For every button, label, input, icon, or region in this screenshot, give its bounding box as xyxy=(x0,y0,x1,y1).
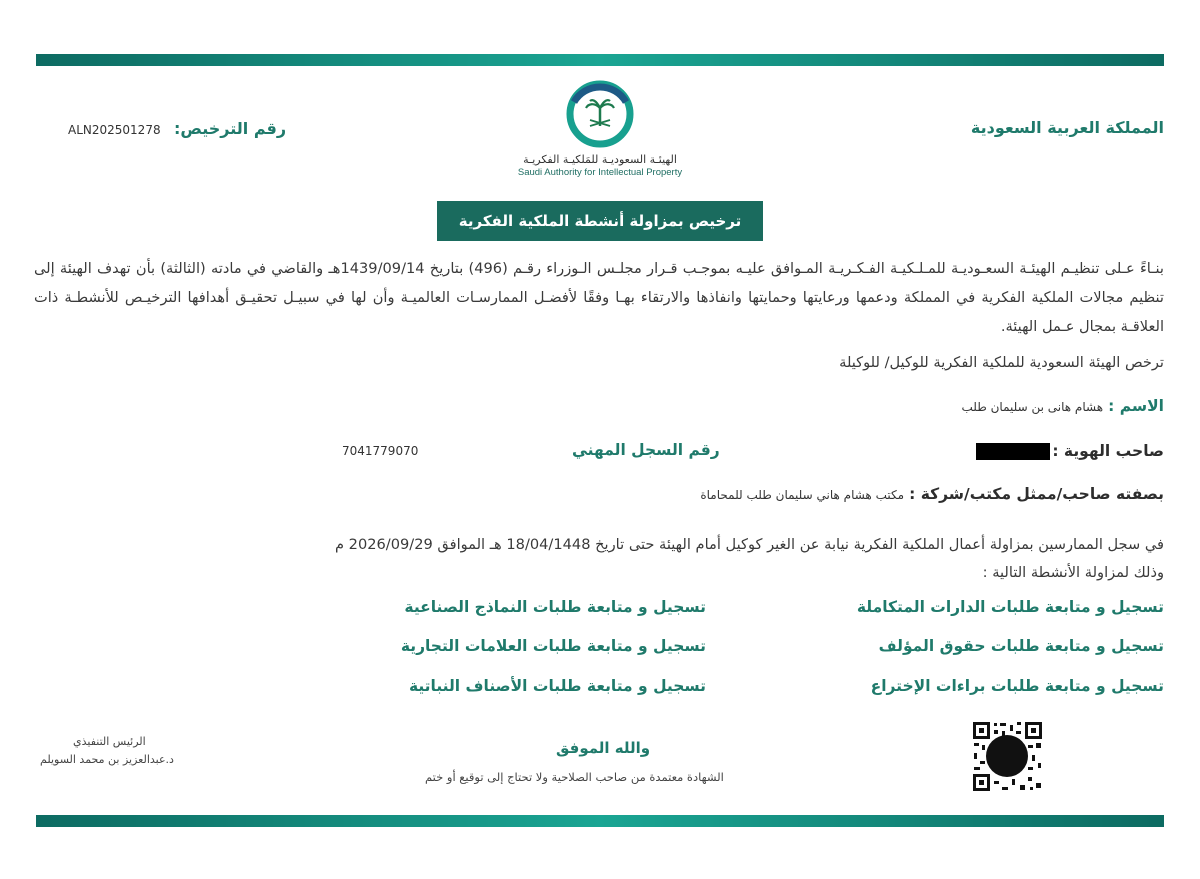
id-label: صاحب الهوية : xyxy=(1052,442,1164,460)
activities-intro: وذلك لمزاولة الأنشطة التالية : xyxy=(982,564,1164,581)
activity-item: تسجيل و متابعة طلبات العلامات التجارية xyxy=(400,637,706,655)
license-number-label: رقم الترخيص: xyxy=(174,119,287,138)
document-title: ترخيص بمزاولة أنشطة الملكية الفكرية xyxy=(437,201,763,241)
activity-item: تسجيل و متابعة طلبات الأصناف النباتية xyxy=(408,677,706,695)
qr-code-icon xyxy=(972,721,1043,792)
professional-register-value: 7041779070 xyxy=(342,444,419,458)
certificate-note: الشهادة معتمدة من صاحب الصلاحية ولا تحتاج إلى توقيع أو ختم xyxy=(425,770,724,784)
grant-statement: ترخص الهيئة السعودية للملكية الفكرية للوكيل/ للوكيلة xyxy=(839,354,1164,371)
professional-register-label: رقم السجل المهني xyxy=(572,441,720,459)
capacity-value: مكتب هشام هاني سليمان طلب للمحاماة xyxy=(700,488,905,502)
redacted-id-value xyxy=(976,443,1050,460)
closing-phrase: والله الموفق xyxy=(556,739,651,757)
org-name-arabic: الهيئـة السعوديـة للمَلكيـة الفكريـة xyxy=(523,153,677,166)
capacity-row xyxy=(700,484,1164,503)
top-decorative-bar xyxy=(36,54,1164,66)
name-value: هشام هانى بن سليمان طلب xyxy=(961,400,1104,414)
bottom-decorative-bar xyxy=(36,815,1164,827)
name-row xyxy=(962,396,1165,415)
capacity-label: بصفته صاحب/ممثل مكتب/شركة : xyxy=(909,485,1164,503)
license-number-value: ALN202501278 xyxy=(68,123,161,137)
org-name-english: Saudi Authority for Intellectual Property xyxy=(517,167,683,178)
id-row xyxy=(1052,441,1164,460)
practice-statement: في سجل الممارسين بمزاولة أعمال الملكية الفكرية نيابة عن الغير كوكيل أمام الهيئة حتى تاريخ 18/04/1448 هـ الموافق 2026/09/29 م xyxy=(334,536,1164,553)
activity-item: تسجيل و متابعة طلبات النماذج الصناعية xyxy=(404,598,706,616)
intro-paragraph: بنـاءً عـلى تنظيـم الهيئـة السعـوديـة للمـلـكيـة الفـكـريـة المـوافق عليـه بموجـب قـرار مجلـس الـوزراء رقـم (496) بتاريخ 1439/09/14هـ والقاضي في مادته (الثالثة) بأن تهدف الهيئة إلى تنظيم مجالات الملكية الفكرية في المملكة ودعمها ورعايتها وحمايتها وانفاذها والارتقاء بهـا وفقًا لأفضـل الممارسـات العالميـة وأن لها في سبيـل تحقيـق أهدافها الترخيـص للأنشطـة ذات العلاقـة بمجال عـمل الهيئة. xyxy=(34,260,1164,335)
executive-title: الرئيس التنفيذي xyxy=(73,735,146,748)
saip-logo-icon xyxy=(566,80,634,148)
executive-name: د.عبدالعزيز بن محمد السويلم xyxy=(40,753,174,766)
name-label: الاسم : xyxy=(1108,397,1164,415)
activity-item: تسجيل و متابعة طلبات براءات الإختراع xyxy=(870,677,1164,695)
activity-item: تسجيل و متابعة طلبات حقوق المؤلف xyxy=(878,637,1164,655)
kingdom-title: المملكة العربية السعودية xyxy=(970,118,1164,137)
activity-item: تسجيل و متابعة طلبات الدارات المتكاملة xyxy=(856,598,1164,616)
